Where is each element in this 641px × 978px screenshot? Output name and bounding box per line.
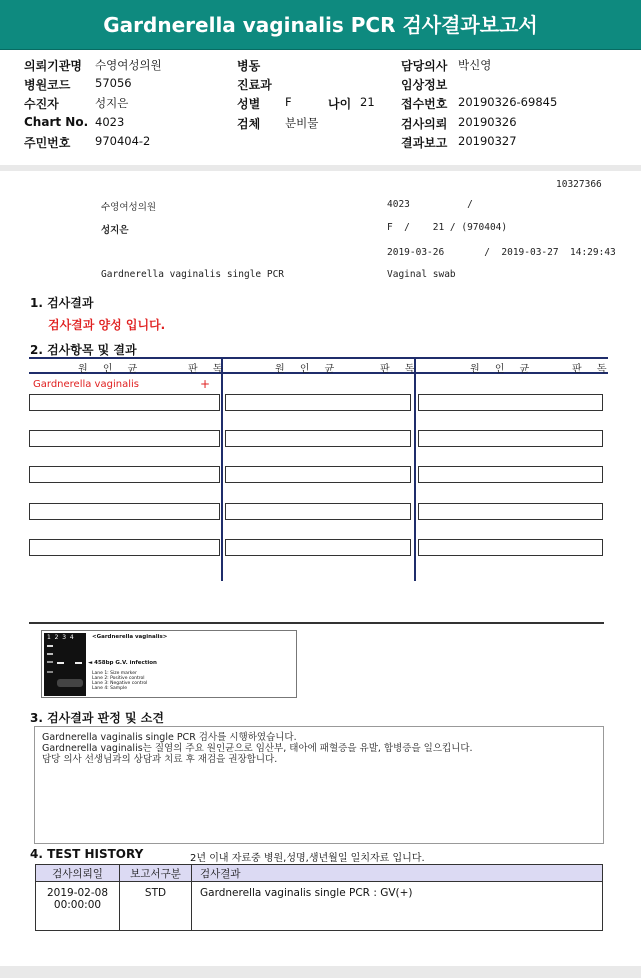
- result-field: [418, 539, 603, 556]
- accession-label: 접수번호: [401, 97, 448, 111]
- report-title: Gardnerella vaginalis PCR 검사결과보고서: [0, 0, 641, 50]
- history-time: 00:00:00: [53, 899, 102, 911]
- result-field: [418, 503, 603, 520]
- sex-label: 성별: [237, 97, 261, 111]
- sample-band: [75, 662, 82, 664]
- history-header: 검사결과: [192, 865, 603, 882]
- result-field: [418, 466, 603, 483]
- sheet-sex-age: F / 21 / (970404): [387, 222, 508, 233]
- opinion-box: [34, 726, 604, 844]
- gel-legend-item: Lane 3: Negative control: [92, 681, 148, 686]
- result-field: [418, 394, 603, 411]
- history-type: STD: [120, 882, 192, 931]
- dept-label: 진료과: [237, 78, 272, 92]
- col-pathogen-header: 원 인 균: [470, 364, 536, 375]
- opinion-line: Gardnerella vaginalis single PCR 검사를 시행하였습니다.: [42, 732, 297, 743]
- request-value: 20190326: [458, 115, 517, 129]
- result-field: [29, 539, 220, 556]
- doctor-value: 박신영: [458, 58, 492, 72]
- result-field: [225, 466, 411, 483]
- col-pathogen-header: 원 인 균: [275, 364, 341, 375]
- gel-lane-numbers: 1 2 3 4: [47, 634, 74, 641]
- marker-band: [47, 653, 53, 655]
- gel-legend-item: Lane 1: Size marker: [92, 671, 137, 676]
- pathogen-item: Gardnerella vaginalis: [33, 379, 139, 390]
- gel-legend-item: Lane 2: Positive control: [92, 676, 145, 681]
- hospital-code-value: 57056: [95, 76, 132, 90]
- gel-band-label: ◄ 458bp G.V. infection: [88, 660, 157, 666]
- result-field: [29, 430, 220, 447]
- sheet-test-name: Gardnerella vaginalis single PCR: [101, 269, 285, 280]
- history-date-cell: [36, 882, 120, 931]
- result-field: [29, 394, 220, 411]
- result-field: [225, 430, 411, 447]
- clinical-label: 임상정보: [401, 78, 448, 92]
- history-note: 2년 이내 자료중 병원,성명,생년월일 일치자료 입니다.: [190, 853, 425, 864]
- page-bottom-margin: [0, 966, 641, 978]
- sheet-specimen: Vaginal swab: [387, 269, 456, 280]
- history-header: 검사의뢰일: [36, 865, 120, 882]
- section3-title: 3. 검사결과 판정 및 소견: [30, 711, 164, 725]
- result-field: [225, 394, 411, 411]
- institution-label: 의뢰기관명: [24, 59, 82, 73]
- opinion-line: Gardnerella vaginalis는 질염의 주요 원인균으로 임산부, 태아에 패혈증을 유발, 합병증을 일으킵니다.: [42, 743, 473, 754]
- result-field: [29, 503, 220, 520]
- positive-band: [57, 662, 64, 664]
- ward-label: 병동: [237, 59, 261, 73]
- gel-title: <Gardnerella vaginalis>: [92, 634, 168, 640]
- request-label: 검사의뢰: [401, 117, 448, 131]
- report-date-label: 결과보고: [401, 136, 448, 150]
- col-judgment-header: 판 독: [380, 364, 421, 375]
- marker-band: [47, 645, 53, 647]
- table-top-rule: [29, 357, 608, 359]
- history-result: Gardnerella vaginalis single PCR : GV(+): [192, 882, 603, 931]
- column-divider: [414, 357, 416, 581]
- gel-legend-item: Lane 4: Sample: [92, 686, 127, 691]
- gel-figure: [41, 630, 297, 698]
- judgment-mark: +: [200, 377, 211, 391]
- result-field: [418, 430, 603, 447]
- column-divider: [221, 357, 223, 581]
- sheet-dates: 2019-03-26 / 2019-03-27 14:29:43: [387, 247, 616, 258]
- opinion-line: 담당 의사 선생님과의 상담과 치료 후 재검을 권장합니다.: [42, 754, 278, 765]
- examinee-value: 성지은: [95, 96, 129, 110]
- sex-value: F: [285, 95, 292, 109]
- report-info-panel: [0, 50, 641, 165]
- col-judgment-header: 판 독: [188, 364, 229, 375]
- history-date: 2019-02-08: [46, 887, 109, 899]
- chart-value: 4023: [95, 115, 125, 129]
- sheet-chart: 4023 /: [387, 199, 473, 210]
- col-judgment-header: 판 독: [572, 364, 613, 375]
- age-value: 21: [360, 95, 375, 109]
- specimen-label: 검체: [237, 117, 261, 131]
- primer-smear: [57, 679, 83, 687]
- accession-value: 20190326-69845: [458, 95, 558, 109]
- result-field: [225, 539, 411, 556]
- gel-image: [44, 633, 86, 696]
- rrn-value: 970404-2: [95, 134, 151, 148]
- document-number: 10327366: [556, 179, 602, 190]
- section4-title: 4. TEST HISTORY: [30, 847, 144, 861]
- result-sheet: [0, 171, 641, 966]
- gel-top-rule: [29, 622, 604, 624]
- col-pathogen-header: 원 인 균: [78, 364, 144, 375]
- marker-band: [47, 671, 53, 673]
- result-positive-text: 검사결과 양성 입니다.: [48, 318, 166, 332]
- result-field: [225, 503, 411, 520]
- rrn-label: 주민번호: [24, 136, 71, 150]
- section2-title: 2. 검사항목 및 결과: [30, 343, 137, 357]
- section1-title: 1. 검사결과: [30, 296, 94, 310]
- doctor-label: 담당의사: [401, 59, 448, 73]
- table-row: [36, 882, 603, 931]
- history-header: 보고서구분: [120, 865, 192, 882]
- hospital-code-label: 병원코드: [24, 78, 71, 92]
- history-table: [35, 864, 603, 931]
- institution-value: 수영여성의원: [95, 58, 162, 72]
- marker-band: [47, 661, 53, 663]
- age-label: 나이: [328, 97, 352, 111]
- result-field: [29, 466, 220, 483]
- sheet-patient: 성지은: [101, 225, 129, 236]
- chart-label: Chart No.: [24, 115, 89, 129]
- examinee-label: 수진자: [24, 97, 59, 111]
- specimen-value: 분비물: [285, 116, 319, 130]
- gel-legend: [92, 671, 147, 691]
- sheet-hospital: 수영여성의원: [101, 202, 157, 213]
- report-date-value: 20190327: [458, 134, 517, 148]
